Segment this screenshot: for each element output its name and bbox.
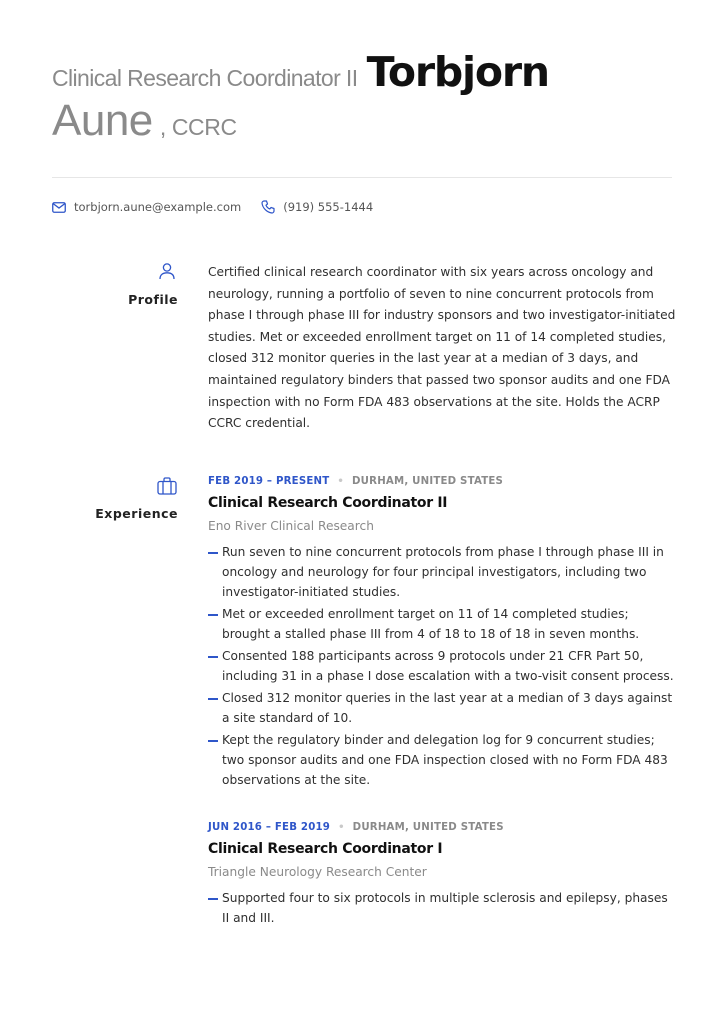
profile-summary: Certified clinical research coordinator with six years across oncology and neurology, running a portfolio of seven to nine concurrent protocols from phase I through phase III for industry sponsors and two investigator-initiated studies. Met or exceeded enrollment target on 11 of 14 completed studies, closed 312 monitor queries in the last year at a median of 3 days, and maintained regulatory binders that passed two sponsor audits and one FDA inspection with no Form FDA 483 observations at the site. Holds the ACRP CCRC credential.: [208, 265, 676, 431]
first-name: Torbjorn: [366, 48, 549, 96]
list-item: [208, 730, 676, 791]
separator-dot: •: [337, 476, 345, 487]
job-bullets: [208, 888, 676, 928]
profile-label: Profile: [128, 292, 178, 307]
title-line: [52, 48, 672, 96]
dash-marker: [208, 898, 218, 900]
bullet-text: Met or exceeded enrollment target on 11 of 14 completed studies; brought a stalled phase III from 4 of 18 to 18 of 18 in seven months.: [222, 607, 640, 642]
list-item: [208, 888, 676, 928]
bullet-text: Supported four to six protocols in multiple sclerosis and epilepsy, phases II and III.: [222, 891, 668, 926]
envelope-icon: [52, 202, 66, 213]
job-meta: [208, 476, 676, 487]
briefcase-icon: [157, 477, 177, 495]
phone-contact[interactable]: [261, 200, 373, 214]
job-location: DURHAM, UNITED STATES: [352, 822, 504, 833]
dash-marker: [208, 552, 218, 554]
resume-header: [52, 48, 672, 145]
list-item: [208, 646, 676, 686]
header-divider: [52, 177, 672, 178]
job-dates: FEB 2019 – PRESENT: [208, 476, 330, 487]
list-item: [208, 542, 676, 603]
separator-dot: •: [338, 822, 345, 833]
dash-marker: [208, 656, 218, 658]
job-dates: JUN 2016 – FEB 2019: [208, 822, 331, 833]
job-organization: Triangle Neurology Research Center: [208, 865, 427, 879]
credential: , CCRC: [159, 114, 237, 140]
dash-marker: [208, 698, 218, 700]
name-line: [52, 96, 672, 145]
bullet-text: Run seven to nine concurrent protocols from phase I through phase III in oncology and neurology for four principal investigators, including two investigator-initiated studies.: [222, 545, 664, 600]
bullet-text: Closed 312 monitor queries in the last year at a median of 3 days against a site standard of 10.: [222, 690, 673, 726]
bullet-text: Kept the regulatory binder and delegation log for 9 concurrent studies; two sponsor audits and one FDA inspection closed with no Form FDA 483 observations at the site.: [222, 732, 668, 788]
job-meta: [208, 822, 676, 833]
experience-label: Experience: [95, 506, 178, 521]
job-organization: Eno River Clinical Research: [208, 519, 374, 533]
email-text[interactable]: torbjorn.aune@example.com: [74, 200, 242, 214]
person-icon: [158, 262, 176, 280]
list-item: [208, 604, 676, 644]
job-entry: [208, 476, 676, 792]
job-location: DURHAM, UNITED STATES: [352, 476, 504, 487]
phone-icon: [261, 200, 275, 214]
dash-marker: [208, 740, 218, 742]
job-role: Clinical Research Coordinator I: [208, 841, 443, 857]
phone-text[interactable]: (919) 555-1444: [283, 200, 374, 214]
job-entry: [208, 822, 676, 930]
list-item: [208, 688, 676, 728]
bullet-text: Consented 188 participants across 9 protocols under 21 CFR Part 50, including 31 in a phase I dose escalation with a two-visit consent process.: [222, 649, 674, 684]
job-role: Clinical Research Coordinator II: [208, 495, 448, 511]
contact-bar: [52, 200, 393, 214]
job-title: Clinical Research Coordinator II: [52, 65, 358, 91]
email-contact[interactable]: [52, 200, 241, 214]
job-bullets: [208, 542, 676, 790]
last-name: Aune: [52, 96, 153, 145]
dash-marker: [208, 614, 218, 616]
